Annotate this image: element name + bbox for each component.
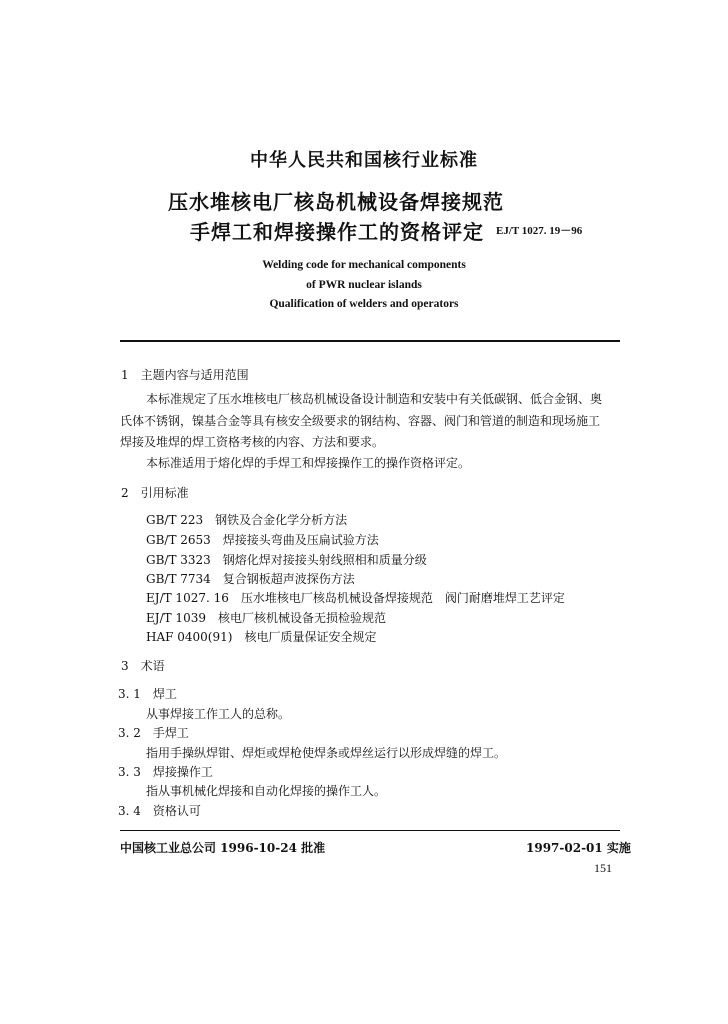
- term-3-4-heading: 3. 4 资格认可: [118, 804, 201, 818]
- term-3-3-heading: 3. 3 焊接操作工: [118, 765, 213, 779]
- approval-note: 中国核工业总公司 1996-10-24 批准: [120, 841, 326, 855]
- header-divider: [120, 340, 620, 342]
- english-title-line3: Qualification of welders and operators: [269, 298, 459, 310]
- section-1-para1-line2: 氏体不锈钢，镍基合金等具有核安全级要求的钢结构、容器、阀门和管道的制造和现场施工: [120, 414, 601, 428]
- section-1-para2: 本标准适用于熔化焊的手焊工和焊接操作工的操作资格评定。: [146, 456, 471, 470]
- term-3-3-text: 指从事机械化焊接和自动化焊接的操作工人。: [146, 784, 387, 798]
- term-3-1-text: 从事焊接工作工人的总称。: [146, 707, 291, 721]
- reference-item: EJ/T 1027. 16 压水堆核电厂核岛机械设备焊接规范 阀门耐磨堆焊工艺评定: [146, 591, 565, 605]
- standard-number: EJ/T 1027. 19－96: [496, 225, 583, 237]
- section-2-heading: 2 引用标准: [121, 486, 189, 500]
- english-title-line2: of PWR nuclear islands: [306, 279, 422, 291]
- page-number: 151: [594, 861, 612, 875]
- term-3-2-heading: 3. 2 手焊工: [118, 726, 189, 740]
- english-title-line1: Welding code for mechanical components: [262, 259, 466, 271]
- reference-item: GB/T 223 钢铁及合金化学分析方法: [146, 513, 348, 527]
- section-1-heading: 1 主题内容与适用范围: [121, 368, 249, 382]
- reference-item: EJ/T 1039 核电厂核机械设备无损检验规范: [146, 611, 386, 625]
- reference-item: GB/T 2653 焊接接头弯曲及压扁试验方法: [146, 533, 379, 547]
- document-title-line2: 手焊工和焊接操作工的资格评定: [190, 220, 484, 244]
- term-3-2-text: 指用手操纵焊钳、焊炬或焊枪使焊条或焊丝运行以形成焊缝的焊工。: [146, 746, 507, 760]
- section-1-para1-line1: 本标准规定了压水堆核电厂核岛机械设备设计制造和安装中有关低碳钢、低合金钢、奥: [146, 392, 603, 406]
- implementation-date: 1997-02-01 实施: [526, 841, 631, 855]
- ministry-header: 中华人民共和国核行业标准: [250, 150, 478, 171]
- section-1-para1-line3: 焊接及堆焊的焊工资格考核的内容、方法和要求。: [120, 435, 385, 449]
- footer-divider: [120, 830, 620, 831]
- reference-item: HAF 0400(91) 核电厂质量保证安全规定: [146, 630, 377, 644]
- document-title-line1: 压水堆核电厂核岛机械设备焊接规范: [168, 190, 504, 214]
- reference-item: GB/T 3323 钢熔化焊对接接头射线照相和质量分级: [146, 553, 427, 567]
- section-3-heading: 3 术语: [121, 659, 165, 673]
- term-3-1-heading: 3. 1 焊工: [118, 687, 177, 701]
- reference-item: GB/T 7734 复合钢板超声波探伤方法: [146, 572, 355, 586]
